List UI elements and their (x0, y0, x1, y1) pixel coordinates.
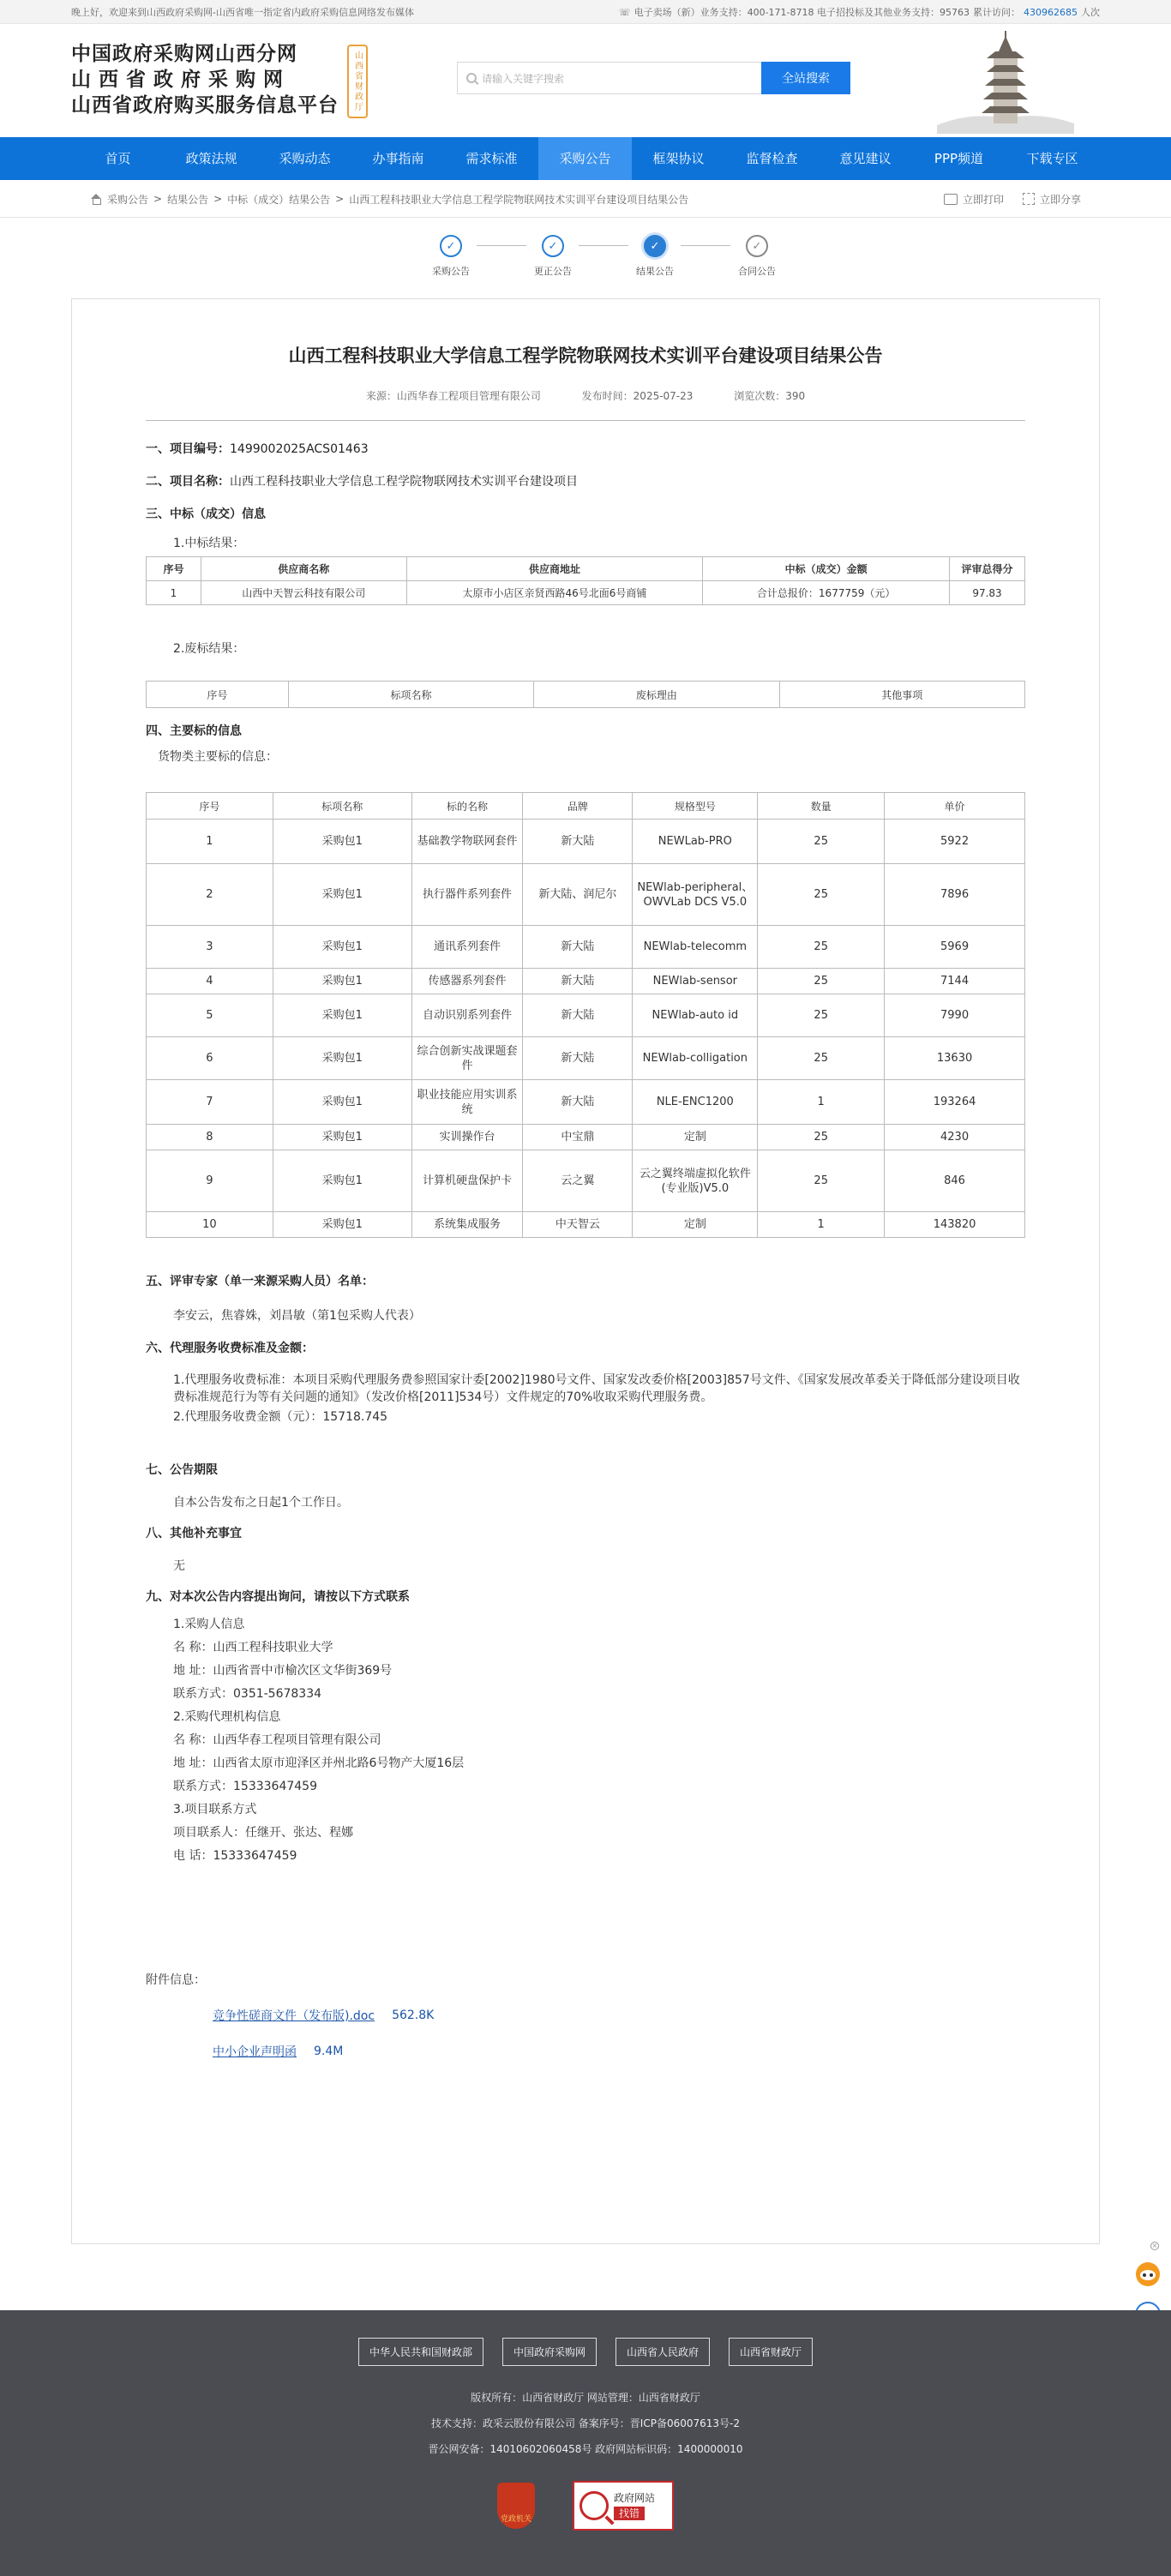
footer-copyright: 版权所有：山西省财政厅 网站管理：山西省财政厅 (471, 2392, 700, 2404)
table-cell: 传感器系列套件 (411, 969, 523, 994)
table-cell: 自动识别系列套件 (411, 994, 523, 1037)
search-button[interactable]: 全站搜索 (761, 62, 850, 94)
items-sub-label: 货物类主要标的信息： (158, 750, 278, 764)
section-project-name: 二、项目名称：山西工程科技职业大学信息工程学院物联网技术实训平台建设项目 (146, 475, 578, 489)
breadcrumb-sep: > (153, 193, 163, 205)
table-cell: 25 (758, 820, 885, 864)
table-header: 序号 (147, 793, 273, 820)
table-cell: 执行器件系列套件 (411, 864, 523, 926)
table-cell: 采购包1 (273, 926, 411, 969)
table-cell: 13630 (885, 1037, 1025, 1080)
table-cell: 采购包1 (273, 1150, 411, 1212)
search-placeholder: 请输入关键字搜索 (482, 72, 565, 85)
table-row (147, 581, 1025, 605)
project-code: 1499002025ACS01463 (230, 442, 369, 456)
table-cell: 太原市小店区亲贤西路46号北面6号商铺 (406, 581, 703, 605)
table-row (147, 1150, 1025, 1212)
step-procurement[interactable] (417, 235, 485, 278)
nav-item[interactable]: 首页 (105, 151, 131, 166)
table-cell: 通讯系列套件 (411, 926, 523, 969)
section-award-info: 三、中标（成交）信息 (146, 507, 266, 521)
contact-line: 名 称：山西工程科技职业大学 (173, 1641, 333, 1654)
main-nav (0, 137, 1171, 180)
table-header: 供应商名称 (201, 557, 406, 581)
table-cell: 7144 (885, 969, 1025, 994)
table-cell: NEWlab-telecomm (633, 926, 758, 969)
table-header: 数量 (758, 793, 885, 820)
contact-line: 地 址：山西省太原市迎泽区并州北路6号物产大厦16层 (173, 1756, 465, 1770)
breadcrumb-sep: > (335, 193, 345, 205)
contact-line: 电 话：15333647459 (173, 1849, 297, 1863)
table-cell: 25 (758, 1037, 885, 1080)
table-cell: NEWlab-peripheral、OWVLab DCS V5.0 (633, 864, 758, 926)
step-correction[interactable] (519, 235, 587, 278)
table-cell: NEWlab-auto id (633, 994, 758, 1037)
contact-line: 联系方式：0351-5678334 (173, 1687, 322, 1701)
visits-count: 430962685 (1024, 6, 1078, 18)
nav-item[interactable]: 框架协议 (652, 151, 705, 166)
table-cell: 5 (147, 994, 273, 1037)
table-cell: 新大陆 (523, 926, 633, 969)
period-text: 自本公告发布之日起1个工作日。 (173, 1496, 349, 1510)
table-row (147, 1125, 1025, 1150)
nav-item[interactable]: 政策法规 (185, 151, 237, 166)
project-name: 山西工程科技职业大学信息工程学院物联网技术实训平台建设项目 (230, 475, 578, 489)
nav-item[interactable]: 需求标准 (465, 151, 518, 166)
step-label: 采购公告 (432, 266, 470, 277)
table-cell: 职业技能应用实训系统 (411, 1080, 523, 1125)
nav-item[interactable]: PPP频道 (934, 151, 984, 166)
check-icon: ✓ (644, 235, 666, 257)
table-header: 标项名称 (288, 682, 533, 708)
table-cell: 新大陆 (523, 1080, 633, 1125)
table-cell: 6 (147, 1037, 273, 1080)
table-cell: 采购包1 (273, 864, 411, 926)
table-header: 单价 (885, 793, 1025, 820)
robot-assistant-icon[interactable] (1133, 2259, 1162, 2288)
phone-icon: ☏ (618, 6, 631, 18)
nav-item[interactable]: 监督检查 (746, 151, 798, 166)
article-views: 浏览次数：390 (734, 390, 806, 402)
table-cell: 新大陆 (523, 994, 633, 1037)
breadcrumb (90, 192, 688, 207)
table-cell: 采购包1 (273, 1212, 411, 1238)
footer-icp: 技术支持：政采云股份有限公司 备案序号：晋ICP备06007613号-2 (430, 2417, 740, 2429)
step-label: 结果公告 (636, 266, 674, 277)
table-row (147, 820, 1025, 864)
table-cell: 新大陆、润尼尔 (523, 864, 633, 926)
table-header: 中标（成交）金额 (703, 557, 950, 581)
table-header: 供应商地址 (406, 557, 703, 581)
table-cell: 定制 (633, 1212, 758, 1238)
qrcode-icon (1023, 193, 1035, 205)
table-cell: 基础教学物联网套件 (411, 820, 523, 864)
footer-link[interactable]: 中国政府采购网 (502, 2338, 597, 2366)
table-row (147, 1212, 1025, 1238)
nav-item[interactable]: 意见建议 (839, 151, 892, 166)
share-label: 立即分享 (1039, 193, 1081, 206)
step-label: 更正公告 (534, 266, 572, 277)
contact-line: 1.采购人信息 (173, 1618, 245, 1631)
section-main-items: 四、主要标的信息 (146, 724, 242, 738)
welcome-text: 晚上好，欢迎来到山西政府采购网-山西省唯一指定省内政府采购信息网络发布媒体 (71, 7, 414, 18)
site-logo[interactable] (71, 41, 368, 118)
footer-police: 晋公网安备：14010602060458号 政府网站标识码：1400000010 (428, 2443, 743, 2455)
article-panel (71, 298, 1100, 2244)
home-icon[interactable] (90, 194, 102, 204)
section-project-code: 一、项目编号：1499002025ACS01463 (146, 442, 369, 456)
table-header: 序号 (147, 682, 289, 708)
gov-site-report-badge[interactable]: 政府网站 找错 (573, 2481, 674, 2531)
table-cell: 采购包1 (273, 1125, 411, 1150)
table-header: 序号 (147, 557, 201, 581)
other-text: 无 (173, 1559, 185, 1573)
attachment-link-tender-doc[interactable]: 竞争性磋商文件（发布版).doc (213, 2009, 375, 2023)
nav-item[interactable]: 办事指南 (372, 151, 424, 166)
table-cell: 25 (758, 994, 885, 1037)
section-contact: 九、对本次公告内容提出询问，请按以下方式联系 (146, 1590, 410, 1604)
table-cell: 5969 (885, 926, 1025, 969)
share-button[interactable] (1023, 192, 1081, 207)
fee-amount: 2.代理服务收费金额（元）：15718.745 (173, 1410, 388, 1424)
table-header: 其他事项 (779, 682, 1024, 708)
table-header: 评审总得分 (950, 557, 1025, 581)
contact-line: 地 址：山西省晋中市榆次区文华街369号 (173, 1664, 393, 1678)
table-row (147, 1037, 1025, 1080)
attachment-size: 9.4M (314, 2045, 344, 2058)
table-cell: 143820 (885, 1212, 1025, 1238)
table-cell: 采购包1 (273, 1080, 411, 1125)
announcement-steps (71, 218, 1100, 298)
table-cell: 中天智云 (523, 1212, 633, 1238)
search-bar (457, 62, 850, 94)
table-cell: 4 (147, 969, 273, 994)
table-cell: 采购包1 (273, 969, 411, 994)
logo-line-2: 山西省政府采购网 (71, 68, 291, 91)
table-header: 标项名称 (273, 793, 411, 820)
table-cell: NEWlab-colligation (633, 1037, 758, 1080)
contact-line: 名 称：山西华春工程项目管理有限公司 (173, 1733, 381, 1747)
attachments-label: 附件信息： (146, 1973, 206, 1987)
breadcrumb-bar (0, 180, 1171, 218)
table-cell: 2 (147, 864, 273, 926)
table-cell: 云之翼 (523, 1150, 633, 1212)
step-label: 合同公告 (738, 266, 776, 277)
visits-label: 累计访问： (973, 7, 1020, 18)
table-cell: 10 (147, 1212, 273, 1238)
contact-line: 项目联系人：任继开、张达、程娜 (173, 1826, 353, 1840)
breadcrumb-item-award[interactable]: 中标（成交）结果公告 (227, 193, 331, 206)
section-agency-fee: 六、代理服务收费标准及金额： (146, 1342, 314, 1355)
table-cell: 合计总报价：1677759（元） (703, 581, 950, 605)
contact-line: 联系方式：15333647459 (173, 1780, 317, 1793)
table-header: 规格型号 (633, 793, 758, 820)
attachment-link-sme-declaration[interactable]: 中小企业声明函 (213, 2045, 297, 2059)
table-cell: 1 (758, 1080, 885, 1125)
table-cell: 1 (758, 1212, 885, 1238)
article-date: 发布时间：2025-07-23 (581, 390, 694, 402)
section-other: 八、其他补充事宜 (146, 1527, 242, 1540)
footer-link[interactable]: 中华人民共和国财政部 (358, 2338, 483, 2366)
nav-item[interactable]: 采购公告 (538, 137, 632, 180)
article-title: 山西工程科技职业大学信息工程学院物联网技术实训平台建设项目结果公告 (288, 345, 883, 366)
table-cell: 计算机硬盘保护卡 (411, 1150, 523, 1212)
table-cell: NLE-ENC1200 (633, 1080, 758, 1125)
footer-info (0, 2385, 1171, 2462)
table-cell: 综合创新实战课题套件 (411, 1037, 523, 1080)
section-experts: 五、评审专家（单一来源采购人员）名单： (146, 1275, 374, 1288)
table-header: 废标理由 (534, 682, 779, 708)
table-cell: 中宝鼎 (523, 1125, 633, 1150)
fee-standard: 1.代理服务收费标准：本项目采购代理服务费参照国家计委[2002]1980号文件、国家发改委价格[2003]857号文件、《国家发展改革委关于降低部分建设项目收费标准规范行为等有关问题的通知》（发改价格[2011]534号）文件规定的70%收取采购代理服务费。 (173, 1373, 1020, 1404)
site-header (71, 24, 1100, 137)
failed-result-label: 2.废标结果： (173, 642, 245, 656)
table-cell: 4230 (885, 1125, 1025, 1150)
nav-item[interactable]: 下载专区 (1026, 151, 1078, 166)
breadcrumb-item-results[interactable]: 结果公告 (167, 193, 209, 206)
table-cell: 25 (758, 1125, 885, 1150)
party-gov-badge[interactable]: 党政机关 (497, 2483, 535, 2529)
table-cell: 7896 (885, 864, 1025, 926)
table-cell: 云之翼终端虚拟化软件(专业版)V5.0 (633, 1150, 758, 1212)
attachments (146, 1971, 1025, 2060)
table-cell: 山西中天智云科技有限公司 (201, 581, 406, 605)
table-cell: 采购包1 (273, 820, 411, 864)
section-period: 七、公告期限 (146, 1463, 218, 1477)
footer-links (0, 2338, 1171, 2366)
nav-item[interactable]: 采购动态 (279, 151, 331, 166)
contact-line: 3.项目联系方式 (173, 1803, 257, 1816)
table-row (147, 969, 1025, 994)
table-cell: 8 (147, 1125, 273, 1150)
table-cell: 7990 (885, 994, 1025, 1037)
table-cell: 1 (147, 820, 273, 864)
logo-line-3: 山西省政府购买服务信息平台 (71, 93, 339, 117)
top-bar (0, 0, 1171, 24)
table-cell: 新大陆 (523, 969, 633, 994)
failed-bid-table (146, 681, 1025, 708)
breadcrumb-current: 山西工程科技职业大学信息工程学院物联网技术实训平台建设项目结果公告 (349, 193, 689, 206)
check-icon: ✓ (746, 235, 768, 257)
attachment-item (146, 2043, 1025, 2060)
table-cell: 定制 (633, 1125, 758, 1150)
table-cell: 25 (758, 969, 885, 994)
search-icon (466, 73, 477, 83)
divider (146, 420, 1025, 421)
logo-line-1: 中国政府采购网山西分网 (71, 42, 297, 65)
table-cell: 5922 (885, 820, 1025, 864)
close-icon[interactable]: × (1151, 2242, 1158, 2249)
print-label: 立即打印 (962, 193, 1004, 206)
article-source: 来源：山西华春工程项目管理有限公司 (365, 390, 541, 402)
table-header: 标的名称 (411, 793, 523, 820)
table-row (147, 864, 1025, 926)
article-meta (72, 388, 1099, 403)
table-cell: 25 (758, 864, 885, 926)
table-cell: 7 (147, 1080, 273, 1125)
support-info (619, 5, 1100, 19)
table-row (147, 1080, 1025, 1125)
table-cell: 193264 (885, 1080, 1025, 1125)
visits-suffix: 人次 (1081, 7, 1100, 18)
table-cell: 采购包1 (273, 994, 411, 1037)
pagoda-illustration (937, 29, 1074, 134)
attachment-item (146, 2007, 1025, 2024)
step-contract[interactable] (723, 235, 791, 278)
table-header: 品牌 (523, 793, 633, 820)
printer-icon (944, 194, 958, 205)
table-cell: 采购包1 (273, 1037, 411, 1080)
print-button[interactable] (944, 192, 1004, 207)
search-input[interactable] (457, 62, 761, 94)
support-text: 电子卖场（新）业务支持：400-171-8718 电子招投标及其他业务支持：95763 (634, 7, 970, 18)
table-row (147, 926, 1025, 969)
table-row (147, 994, 1025, 1037)
site-footer (0, 2310, 1171, 2576)
table-cell: NEWlab-sensor (633, 969, 758, 994)
breadcrumb-item-procurement[interactable]: 采购公告 (107, 193, 149, 206)
award-result-label: 1.中标结果： (173, 537, 245, 550)
attachment-size: 562.8K (392, 2009, 435, 2022)
step-result[interactable] (621, 235, 689, 278)
check-icon: ✓ (440, 235, 462, 257)
table-cell: 1 (147, 581, 201, 605)
seal-badge: 山西省财政厅 (347, 45, 368, 118)
table-cell: 系统集成服务 (411, 1212, 523, 1238)
items-table (146, 792, 1025, 1238)
table-cell: 25 (758, 926, 885, 969)
contact-line: 2.采购代理机构信息 (173, 1710, 281, 1724)
table-cell: 新大陆 (523, 820, 633, 864)
table-cell: 97.83 (950, 581, 1025, 605)
table-cell: 846 (885, 1150, 1025, 1212)
experts-list: 李安云，焦睿姝，刘昌敏（第1包采购人代表） (173, 1309, 421, 1323)
award-table (146, 556, 1025, 605)
magnifier-icon (579, 2491, 609, 2520)
breadcrumb-sep: > (213, 193, 223, 205)
contact-info (146, 1613, 1025, 1868)
table-cell: 9 (147, 1150, 273, 1212)
table-cell: NEWLab-PRO (633, 820, 758, 864)
table-cell: 新大陆 (523, 1037, 633, 1080)
footer-link[interactable]: 山西省人民政府 (616, 2338, 710, 2366)
check-icon: ✓ (542, 235, 564, 257)
table-cell: 25 (758, 1150, 885, 1212)
table-cell: 实训操作台 (411, 1125, 523, 1150)
table-cell: 3 (147, 926, 273, 969)
footer-link[interactable]: 山西省财政厅 (729, 2338, 813, 2366)
